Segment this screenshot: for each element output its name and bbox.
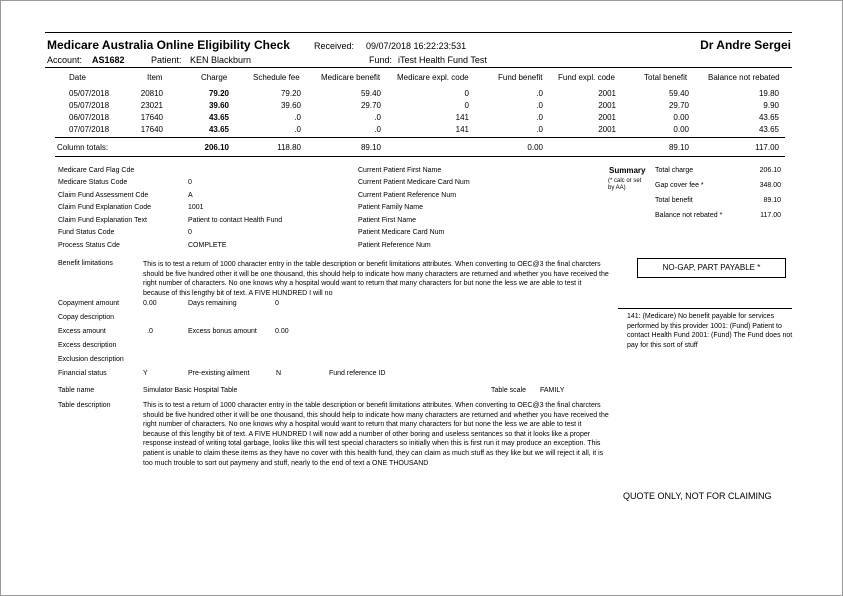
table-scale-label: Table scale — [491, 387, 527, 394]
received-value: 09/07/2018 16:22:23:531 — [366, 41, 467, 51]
summary-value: 206.10 — [759, 167, 781, 174]
cell-fund-benefit: .0 — [536, 89, 543, 98]
cell-medicare-expl: 141 — [455, 125, 469, 134]
field-label: Claim Fund Explanation Text — [58, 217, 147, 224]
field-value: 0 — [188, 229, 192, 236]
total-fund-benefit: 0.00 — [527, 143, 543, 152]
preexisting-value: N — [276, 370, 282, 377]
summary-label: Total charge — [655, 167, 694, 174]
col-header-medicare-benefit: Medicare benefit — [321, 73, 381, 82]
summary-title: Summary — [609, 166, 646, 175]
summary-label: Total benefit — [655, 197, 693, 204]
field-value: A — [188, 192, 193, 199]
cell-item: 20810 — [140, 89, 163, 98]
cell-total-benefit: 59.40 — [668, 89, 689, 98]
table-description-text: This is to test a return of 1000 character entry in the table description or benefit limitations attributes. When converting to OEC@3 the final charcters should be five hundred other it will be one thousand, this should help to indicate how many characters are returned and whether you have received the right number of characters. No one knows why a hospital would want to return that many characters for but none the less we are able to test it because of this lengthy bit of text. A FIVE HUNDRED I will now add a number of other boring and useless sentances so that it looks like a proper response instead of writing total garbage, looks like this will test special characters so initially when this is first run it may produce an exception. This patient is unable to claim these items as they have no cover with this health fund, they can claim as much stuff as they like but we will reject it all, it is too much trouble to sort out paymeny and stuff, nearly to the end of text a ONE THOUSAND — [143, 402, 609, 467]
col-header-medicare-expl: Medicare expl. code — [397, 73, 469, 82]
cell-medicare-expl: 0 — [464, 89, 469, 98]
cell-balance: 9.90 — [763, 101, 779, 110]
cell-fund-expl: 2001 — [598, 125, 616, 134]
field-label: Claim Fund Explanation Code — [58, 204, 151, 211]
col-header-balance: Balance not rebated — [708, 73, 780, 82]
total-charge: 206.10 — [204, 143, 229, 152]
cell-schedule-fee: .0 — [294, 113, 301, 122]
table-name-value: Simulator Basic Hospital Table — [143, 387, 238, 394]
summary-label: Balance not rebated * — [655, 212, 723, 219]
doctor-name: Dr Andre Sergei — [700, 38, 791, 52]
quote-notice: QUOTE ONLY, NOT FOR CLAIMING — [623, 491, 772, 501]
financial-status-value: Y — [143, 370, 148, 377]
benefit-limitations-text: This is to test a return of 1000 character entry in the table description or benefit limitations attributes. When converting to OEC@3 the final charcters should be five hundred other it will be one thousand, this should help to indicate how many characters are returned and whether you have received the right number of characters. No one knows why a hospital would want to return that many characters for but none the less we are able to test it because of this lengthy bit of text. A FIVE HUNDRED I will no — [143, 261, 609, 297]
patient-value: KEN Blackburn — [190, 55, 252, 65]
copay-description-label: Copay description — [58, 314, 115, 321]
total-total-benefit: 89.10 — [668, 143, 689, 152]
received-label: Received: — [314, 41, 355, 51]
total-schedule-fee: 118.80 — [277, 143, 301, 152]
cell-balance: 19.80 — [758, 89, 779, 98]
cell-item: 23021 — [140, 101, 163, 110]
section-rule — [55, 156, 785, 157]
field-label: Current Patient First Name — [358, 167, 442, 174]
cell-total-benefit: 0.00 — [673, 125, 689, 134]
explanation-codes: 141: (Medicare) No benefit payable for services performed by this provider 1001: (Fund) Patient to contact Health Fund 2001: (Fund) The Fund does not pay for this sort of stuff — [627, 313, 793, 349]
totals-rule — [55, 137, 785, 138]
cell-charge: 43.65 — [208, 113, 229, 122]
cell-balance: 43.65 — [758, 125, 779, 134]
col-header-charge: Charge — [201, 73, 228, 82]
cell-total-benefit: 0.00 — [673, 113, 689, 122]
cell-medicare-benefit: .0 — [374, 125, 381, 134]
cell-item: 17640 — [140, 125, 163, 134]
cell-fund-benefit: .0 — [536, 113, 543, 122]
cell-date: 05/07/2018 — [69, 101, 110, 110]
field-label: Current Patient Reference Num — [358, 192, 457, 199]
col-header-total-benefit: Total benefit — [644, 73, 688, 82]
summary-label: Gap cover fee * — [655, 182, 704, 189]
excess-amount-label: Excess amount — [58, 328, 106, 335]
field-value: 1001 — [188, 204, 204, 211]
header-rule — [45, 67, 792, 68]
status-badge: NO-GAP, PART PAYABLE * — [637, 258, 786, 278]
excess-description-label: Excess description — [58, 342, 117, 349]
account-label: Account: — [47, 55, 83, 65]
total-balance: 117.00 — [755, 143, 779, 152]
cell-schedule-fee: .0 — [294, 125, 301, 134]
field-label: Claim Fund Assessment Cde — [58, 192, 149, 199]
excess-bonus-value: 0.00 — [275, 328, 289, 335]
field-label: Patient Family Name — [358, 204, 423, 211]
cell-fund-benefit: .0 — [536, 125, 543, 134]
cell-schedule-fee: 39.60 — [280, 101, 301, 110]
summary-value: 117.00 — [760, 212, 781, 219]
cell-total-benefit: 29.70 — [668, 101, 689, 110]
field-label: Current Patient Medicare Card Num — [358, 179, 470, 186]
col-header-date: Date — [69, 73, 86, 82]
summary-note: (* calc or set by AA) — [608, 178, 642, 191]
summary-value: 348.00 — [759, 182, 781, 189]
cell-medicare-benefit: .0 — [374, 113, 381, 122]
fund-label: Fund: — [369, 55, 393, 65]
report-title: Medicare Australia Online Eligibility Check — [47, 38, 290, 52]
col-header-fund-expl: Fund expl. code — [558, 73, 615, 82]
col-header-schedule-fee: Schedule fee — [253, 73, 300, 82]
cell-medicare-benefit: 59.40 — [360, 89, 381, 98]
cell-charge: 43.65 — [208, 125, 229, 134]
table-name-label: Table name — [58, 387, 95, 394]
cell-fund-expl: 2001 — [598, 113, 616, 122]
account-value: AS1682 — [92, 55, 125, 65]
cell-item: 17640 — [140, 113, 163, 122]
cell-charge: 79.20 — [208, 89, 229, 98]
copayment-label: Copayment amount — [58, 300, 120, 307]
financial-status-label: Financial status — [58, 370, 107, 377]
benefit-limitations-label: Benefit limitations — [58, 260, 113, 267]
table-description-label: Table description — [58, 402, 111, 409]
summary-value: 89.10 — [763, 197, 781, 204]
top-rule — [45, 32, 792, 33]
fund-value: iTest Health Fund Test — [398, 55, 487, 65]
col-header-fund-benefit: Fund benefit — [498, 73, 543, 82]
field-value: 0 — [188, 179, 192, 186]
cell-medicare-expl: 0 — [464, 101, 469, 110]
field-label: Medicare Card Flag Cde — [58, 167, 135, 174]
explanations-rule — [618, 308, 792, 309]
cell-fund-benefit: .0 — [536, 101, 543, 110]
cell-date: 05/07/2018 — [69, 89, 110, 98]
fund-reference-label: Fund reference ID — [329, 370, 386, 377]
cell-medicare-expl: 141 — [455, 113, 469, 122]
table-scale-value: FAMILY — [540, 387, 565, 394]
field-label: Patient Medicare Card Num — [358, 229, 445, 236]
cell-fund-expl: 2001 — [598, 89, 616, 98]
field-label: Patient Reference Num — [358, 242, 431, 249]
field-label: Fund Status Code — [58, 229, 115, 236]
cell-balance: 43.65 — [758, 113, 779, 122]
col-header-item: Item — [147, 73, 163, 82]
days-remaining-value: 0 — [275, 300, 279, 307]
cell-schedule-fee: 79.20 — [280, 89, 301, 98]
field-label: Medicare Status Code — [58, 179, 128, 186]
total-medicare-benefit: 89.10 — [360, 143, 381, 152]
copayment-value: 0.00 — [143, 300, 157, 307]
cell-date: 07/07/2018 — [69, 125, 110, 134]
field-value: Patient to contact Health Fund — [188, 217, 283, 224]
cell-charge: 39.60 — [208, 101, 229, 110]
cell-medicare-benefit: 29.70 — [360, 101, 381, 110]
cell-fund-expl: 2001 — [598, 101, 616, 110]
field-label: Patient First Name — [358, 217, 416, 224]
field-label: Process Status Cde — [58, 242, 120, 249]
days-remaining-label: Days remaining — [188, 300, 237, 307]
excess-bonus-label: Excess bonus amount — [188, 328, 257, 335]
excess-amount-value: .0 — [147, 328, 153, 335]
patient-label: Patient: — [151, 55, 182, 65]
preexisting-label: Pre-existing ailment — [188, 370, 250, 377]
cell-date: 06/07/2018 — [69, 113, 110, 122]
totals-label: Column totals: — [57, 143, 109, 152]
field-value: COMPLETE — [188, 242, 227, 249]
exclusion-description-label: Exclusion description — [58, 356, 124, 363]
